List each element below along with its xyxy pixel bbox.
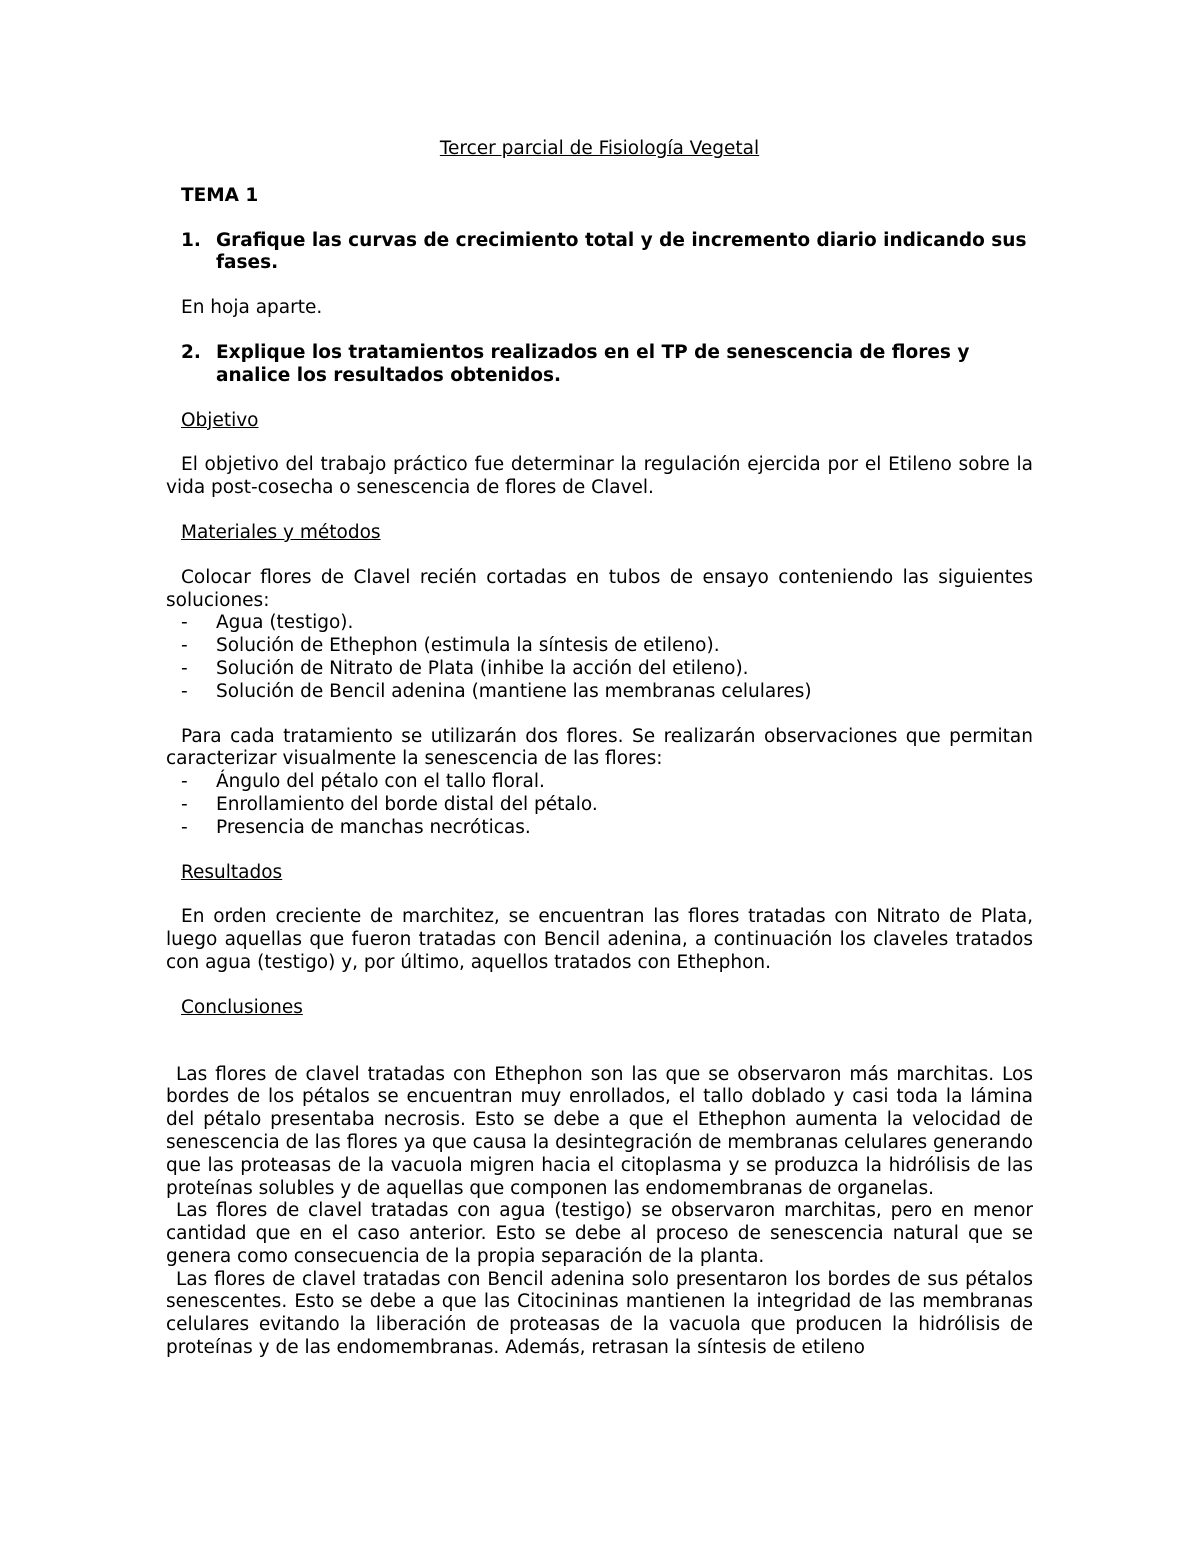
list-item — [166, 612, 1033, 635]
solutions-list — [166, 612, 1033, 703]
conclusion-paragraph-1: Las flores de clavel tratadas con Ethephon son las que se observaron más marchitas. Los bordes de los pétalos se encuentran muy enrollados, el tallo doblado y casi toda la lámina del pétalo presentaba necrosis. Esto se debe a que el Ethephon aumenta la velocidad de senescencia de las flores ya que causa la desintegración de membranas celulares generando que las proteasas de la vacuola migren hacia el citoplasma y se produzca la hidrólisis de las proteínas solubles y de aquellas que componen las endomembranas de organelas. — [166, 1063, 1033, 1199]
document-title: Tercer parcial de Fisiología Vegetal — [439, 138, 760, 159]
list-item — [166, 817, 1033, 840]
document-page — [166, 138, 1033, 1360]
list-item-text: Agua (testigo). — [216, 612, 354, 634]
list-item — [166, 794, 1033, 817]
resultados-heading: Resultados — [181, 861, 283, 883]
list-item-text: Solución de Bencil adenina (mantiene las membranas celulares) — [216, 680, 812, 702]
question-1-number: 1. — [181, 229, 201, 251]
list-dash: - — [181, 680, 188, 702]
list-item-text: Ángulo del pétalo con el tallo floral. — [216, 771, 545, 793]
list-dash: - — [181, 793, 188, 815]
list-dash: - — [181, 771, 188, 793]
conclusiones-spacer — [166, 1042, 1033, 1064]
observations-list — [166, 771, 1033, 839]
objetivo-heading: Objetivo — [181, 409, 259, 431]
tema-heading: TEMA 1 — [181, 184, 259, 206]
question-2-text: Explique los tratamientos realizados en el TP de senescencia de flores y analice los resultados obtenidos. — [216, 341, 970, 386]
objetivo-text: El objetivo del trabajo práctico fue determinar la regulación ejercida por el Etileno sobre la vida post-cosecha o senescencia de flores de Clavel. — [166, 454, 1033, 499]
materiales-intro: Colocar flores de Clavel recién cortadas en tubos de ensayo conteniendo las siguientes soluciones: — [166, 566, 1033, 611]
list-item — [166, 635, 1033, 658]
list-item — [166, 771, 1033, 794]
list-item-text: Solución de Nitrato de Plata (inhibe la acción del etileno). — [216, 657, 749, 679]
list-item — [166, 681, 1033, 704]
conclusion-paragraph-3: Las flores de clavel tratadas con Bencil adenina solo presentaron los bordes de sus pétalos senescentes. Esto se debe a que las Citocininas mantienen la integridad de las membranas celulares evitando la liberación de proteasas de la vacuola que producen la hidrólisis de proteínas y de las endomembranas. Además, retrasan la síntesis de etileno — [166, 1268, 1033, 1359]
list-item-text: Enrollamiento del borde distal del pétalo. — [216, 793, 598, 815]
question-2 — [166, 342, 1033, 388]
conclusiones-heading: Conclusiones — [181, 996, 303, 1018]
materiales-heading: Materiales y métodos — [181, 521, 381, 543]
list-item — [166, 658, 1033, 681]
question-2-number: 2. — [181, 341, 201, 363]
resultados-text: En orden creciente de marchitez, se encuentran las flores tratadas con Nitrato de Plata, luego aquellas que fueron tratadas con Bencil adenina, a continuación los claveles tratados con agua (testigo) y, por último, aquellos tratados con Ethephon. — [166, 906, 1033, 973]
question-1 — [166, 230, 1033, 276]
question-1-answer: En hoja aparte. — [181, 297, 323, 319]
list-item-text: Presencia de manchas necróticas. — [216, 816, 531, 838]
list-dash: - — [181, 635, 188, 657]
observations-intro: Para cada tratamiento se utilizarán dos flores. Se realizarán observaciones que permitan caracterizar visualmente la senescencia de las flores: — [166, 725, 1033, 770]
conclusion-paragraph-2: Las flores de clavel tratadas con agua (testigo) se observaron marchitas, pero en menor cantidad que en el caso anterior. Esto se debe al proceso de senescencia natural que se genera como consecuencia de la propia separación de la planta. — [166, 1200, 1033, 1267]
question-1-text: Grafique las curvas de crecimiento total y de incremento diario indicando sus fases. — [216, 229, 1027, 274]
list-dash: - — [181, 612, 188, 634]
list-dash: - — [181, 657, 188, 679]
list-dash: - — [181, 816, 188, 838]
list-item-text: Solución de Ethephon (estimula la síntesis de etileno). — [216, 635, 720, 657]
